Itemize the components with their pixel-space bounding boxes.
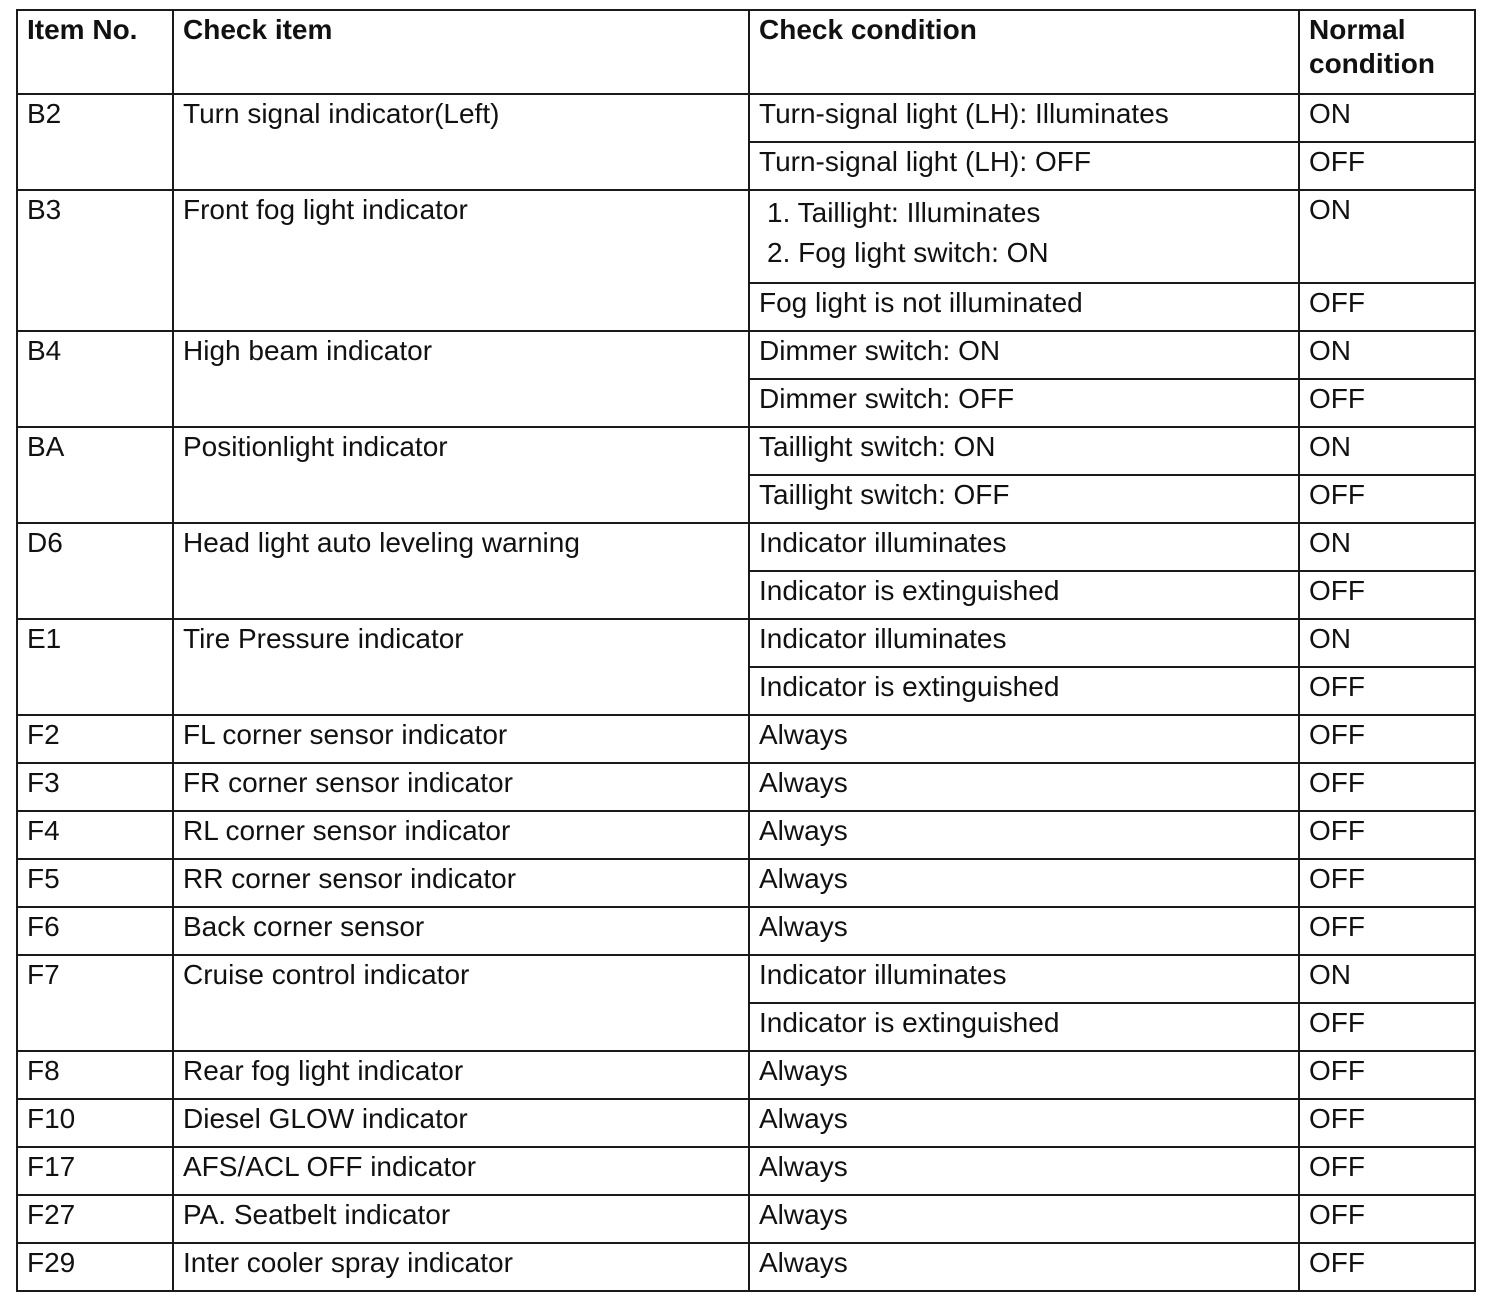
table-row xyxy=(17,1051,1475,1099)
item-no-cell: F6 xyxy=(17,907,173,955)
table-row xyxy=(17,427,1475,475)
check-item-cell: Diesel GLOW indicator xyxy=(173,1099,749,1147)
check-condition-cell: Always xyxy=(749,859,1299,907)
item-no-cell: B4 xyxy=(17,331,173,427)
item-no-cell: F7 xyxy=(17,955,173,1051)
check-condition-cell: Always xyxy=(749,1147,1299,1195)
condition-step: 1. Taillight: Illuminates xyxy=(767,197,1041,228)
item-no-cell: F27 xyxy=(17,1195,173,1243)
check-condition-cell: Taillight switch: OFF xyxy=(749,475,1299,523)
normal-condition-cell: OFF xyxy=(1299,142,1475,190)
normal-condition-cell: ON xyxy=(1299,427,1475,475)
check-condition-cell xyxy=(749,190,1299,283)
check-item-cell: FR corner sensor indicator xyxy=(173,763,749,811)
check-item-cell: RL corner sensor indicator xyxy=(173,811,749,859)
item-no-cell: F17 xyxy=(17,1147,173,1195)
table-body xyxy=(17,94,1475,1291)
item-no-cell: F2 xyxy=(17,715,173,763)
header-normal-condition xyxy=(1299,10,1475,94)
normal-condition-cell: ON xyxy=(1299,619,1475,667)
check-item-cell: Turn signal indicator(Left) xyxy=(173,94,749,190)
check-condition-cell: Turn-signal light (LH): Illuminates xyxy=(749,94,1299,142)
item-no-cell: F3 xyxy=(17,763,173,811)
check-condition-cell: Dimmer switch: ON xyxy=(749,331,1299,379)
table-row xyxy=(17,715,1475,763)
table-row xyxy=(17,190,1475,283)
normal-condition-cell: OFF xyxy=(1299,1147,1475,1195)
check-item-cell: Back corner sensor xyxy=(173,907,749,955)
normal-condition-cell: OFF xyxy=(1299,1003,1475,1051)
item-no-cell: E1 xyxy=(17,619,173,715)
item-no-cell: B3 xyxy=(17,190,173,331)
check-condition-cell: Indicator illuminates xyxy=(749,955,1299,1003)
normal-condition-cell: ON xyxy=(1299,523,1475,571)
normal-condition-cell: ON xyxy=(1299,94,1475,142)
header-item-no: Item No. xyxy=(17,10,173,94)
table-row xyxy=(17,763,1475,811)
check-item-cell: FL corner sensor indicator xyxy=(173,715,749,763)
check-item-cell: Tire Pressure indicator xyxy=(173,619,749,715)
table-row xyxy=(17,331,1475,379)
check-item-cell: Cruise control indicator xyxy=(173,955,749,1051)
normal-condition-cell: OFF xyxy=(1299,1051,1475,1099)
normal-condition-cell: OFF xyxy=(1299,907,1475,955)
header-normal-condition-line1: Normal xyxy=(1309,14,1406,45)
check-condition-cell: Always xyxy=(749,715,1299,763)
table-row xyxy=(17,955,1475,1003)
check-condition-cell: Dimmer switch: OFF xyxy=(749,379,1299,427)
item-no-cell: F29 xyxy=(17,1243,173,1291)
normal-condition-cell: OFF xyxy=(1299,1195,1475,1243)
condition-step: 2. Fog light switch: ON xyxy=(767,237,1049,268)
header-check-item: Check item xyxy=(173,10,749,94)
check-condition-cell: Always xyxy=(749,811,1299,859)
item-no-cell: BA xyxy=(17,427,173,523)
check-condition-cell: Fog light is not illuminated xyxy=(749,283,1299,331)
header-check-condition: Check condition xyxy=(749,10,1299,94)
table-row xyxy=(17,859,1475,907)
table-row xyxy=(17,1099,1475,1147)
check-item-cell: PA. Seatbelt indicator xyxy=(173,1195,749,1243)
table-row xyxy=(17,1195,1475,1243)
header-normal-condition-line2: condition xyxy=(1309,48,1435,79)
item-no-cell: F4 xyxy=(17,811,173,859)
item-no-cell: F5 xyxy=(17,859,173,907)
check-condition-cell: Indicator illuminates xyxy=(749,523,1299,571)
normal-condition-cell: OFF xyxy=(1299,715,1475,763)
check-item-cell: Front fog light indicator xyxy=(173,190,749,331)
check-item-cell: Rear fog light indicator xyxy=(173,1051,749,1099)
normal-condition-cell: OFF xyxy=(1299,283,1475,331)
check-condition-cell: Indicator is extinguished xyxy=(749,571,1299,619)
normal-condition-cell: ON xyxy=(1299,190,1475,283)
check-condition-cell: Always xyxy=(749,1051,1299,1099)
header-row xyxy=(17,10,1475,94)
check-condition-cell: Indicator is extinguished xyxy=(749,667,1299,715)
normal-condition-cell: ON xyxy=(1299,331,1475,379)
check-condition-cell: Always xyxy=(749,1195,1299,1243)
normal-condition-cell: ON xyxy=(1299,955,1475,1003)
check-item-cell: RR corner sensor indicator xyxy=(173,859,749,907)
item-no-cell: B2 xyxy=(17,94,173,190)
check-item-cell: High beam indicator xyxy=(173,331,749,427)
check-condition-cell: Taillight switch: ON xyxy=(749,427,1299,475)
table-row xyxy=(17,907,1475,955)
check-condition-cell: Always xyxy=(749,1243,1299,1291)
table-row xyxy=(17,619,1475,667)
normal-condition-cell: OFF xyxy=(1299,1243,1475,1291)
item-no-cell: F8 xyxy=(17,1051,173,1099)
check-condition-cell: Always xyxy=(749,907,1299,955)
normal-condition-cell: OFF xyxy=(1299,1099,1475,1147)
table-row xyxy=(17,523,1475,571)
normal-condition-cell: OFF xyxy=(1299,667,1475,715)
check-item-cell: Inter cooler spray indicator xyxy=(173,1243,749,1291)
table-row xyxy=(17,94,1475,142)
condition-step-list xyxy=(759,193,1290,273)
item-no-cell: D6 xyxy=(17,523,173,619)
normal-condition-cell: OFF xyxy=(1299,571,1475,619)
check-condition-cell: Always xyxy=(749,763,1299,811)
check-item-cell: Head light auto leveling warning xyxy=(173,523,749,619)
normal-condition-cell: OFF xyxy=(1299,475,1475,523)
check-condition-cell: Turn-signal light (LH): OFF xyxy=(749,142,1299,190)
item-no-cell: F10 xyxy=(17,1099,173,1147)
normal-condition-cell: OFF xyxy=(1299,811,1475,859)
normal-condition-cell: OFF xyxy=(1299,859,1475,907)
check-condition-cell: Always xyxy=(749,1099,1299,1147)
table-row xyxy=(17,811,1475,859)
check-condition-cell: Indicator illuminates xyxy=(749,619,1299,667)
check-condition-cell: Indicator is extinguished xyxy=(749,1003,1299,1051)
table-row xyxy=(17,1147,1475,1195)
indicator-check-table xyxy=(16,9,1476,1292)
normal-condition-cell: OFF xyxy=(1299,379,1475,427)
normal-condition-cell: OFF xyxy=(1299,763,1475,811)
check-item-cell: AFS/ACL OFF indicator xyxy=(173,1147,749,1195)
check-item-cell: Positionlight indicator xyxy=(173,427,749,523)
table-row xyxy=(17,1243,1475,1291)
